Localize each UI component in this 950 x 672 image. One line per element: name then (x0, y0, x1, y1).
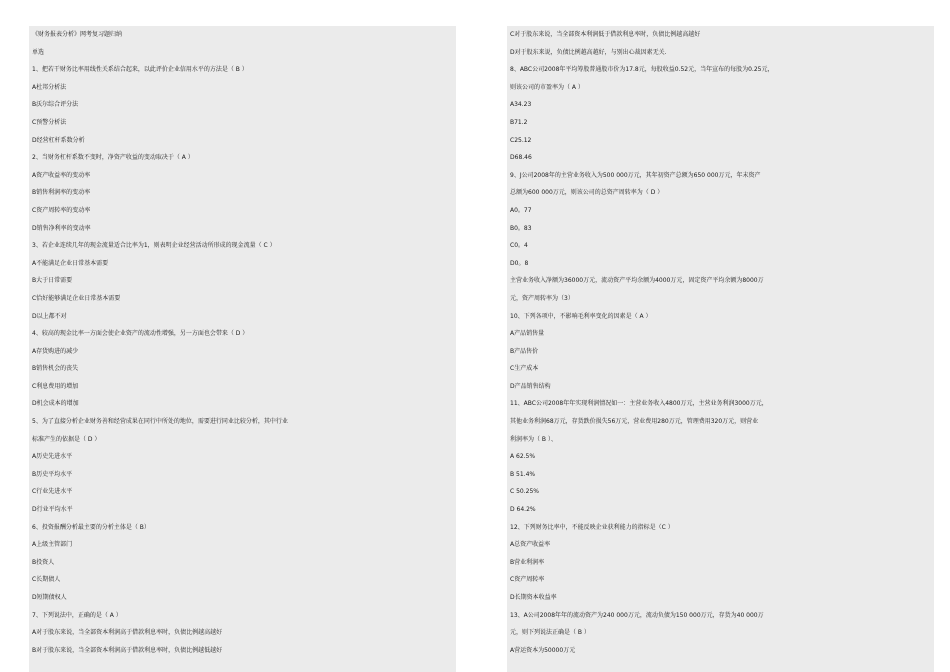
left-page-text-line: 4、较高的现金比率一方面会使企业资产的流动性增强，另一方面也会带来（ D ） (32, 330, 249, 338)
left-page-text-line: D机会成本的增加 (32, 400, 79, 408)
left-page-text-line: D行业平均水平 (32, 506, 73, 514)
left-page-text-line: B投资人 (32, 558, 55, 566)
right-page-text-line: A 62.5% (510, 453, 536, 461)
left-page-text-line: 1、把若干财务比率用线性关系结合起来，以此评价企业信用水平的方法是（ B ） (32, 66, 248, 74)
right-page-text-line: 则该公司的市盈率为（ A ） (510, 83, 584, 91)
left-page-text-line: C恰好能够满足企业日常基本需要 (32, 294, 121, 302)
right-page-text-line: D0。8 (510, 259, 529, 267)
right-page-text-line: 10、下列各项中，不影响毛利率变化的因素是（ A ） (510, 312, 652, 320)
right-page-text-line: C资产周转率 (510, 576, 545, 584)
right-page-text-line: D 64.2% (510, 506, 536, 514)
left-page-text-line: B对于股东来说，当全部资本利润高于借款利息率时，负债比例越低越好 (32, 646, 223, 654)
right-page-text-line: B 51.4% (510, 470, 536, 478)
left-page-text-line: 2、当财务杠杆系数不变时，净资产收益的变动取决于（ A ） (32, 154, 194, 162)
left-page-text-line: A杜邦分析法 (32, 83, 67, 91)
left-page-text-line: D以上都不对 (32, 312, 67, 320)
right-page-text-line: 利润率为（ B ）、 (510, 435, 557, 443)
left-page-text-line: A资产收益率的变动率 (32, 171, 91, 179)
right-page-text-line: A产品销售量 (510, 330, 545, 338)
right-page-text-line: 总额为600 000万元，则该公司的总资产周转率为（ D ） (510, 189, 664, 197)
left-page-text-line: B销售利润率的变动率 (32, 189, 91, 197)
left-page-text-line: D短期债权人 (32, 594, 67, 601)
right-page-text-line: 元，则下列说法正确是（ B ） (510, 629, 590, 637)
left-page-text-line: C行业先进水平 (32, 488, 73, 496)
left-page-text-line: C预警分析法 (32, 118, 67, 126)
right-page-text-line: C对于股东来说，当全部资本利润低于借款利息率时，负债比例越高越好 (510, 31, 701, 38)
left-page-text-line: C长期债人 (32, 576, 61, 584)
left-page-text-line: A不能满足企业日常基本需要 (32, 259, 109, 267)
right-page-text-line: 8、ABC公司2008年平均筹股普通股市价为17.8元，每股收益0.52元，当年宣布的每股为0.25元， (510, 66, 774, 74)
left-page-text-line: 《财务报表分析》网考复习题归纳 (32, 31, 123, 38)
left-page-text-line: B大于日常需要 (32, 277, 73, 285)
right-page-text-line: B营业利润率 (510, 558, 545, 566)
right-page-text-line: B产品售价 (510, 347, 539, 355)
right-page-text-line: 12、下列财务比率中，不能反映企业获利能力的指标是（C ） (510, 523, 674, 531)
right-page-text-line: C0。4 (510, 242, 528, 250)
left-page-text-line: B销售机会的丧失 (32, 365, 79, 373)
left-page-text-line: B历史平均水平 (32, 470, 73, 478)
left-page-text-line: 6、投资报酬分析最主要的分析主体是（ B） (32, 523, 150, 531)
right-page-text-line: 13、A公司2008年年的流动资产为240 000万元，流动负债为150 000万元，存货为40 000万 (510, 611, 764, 619)
left-page-text-line: D销售净利率的变动率 (32, 224, 91, 232)
right-page-text-line: C生产成本 (510, 365, 539, 373)
left-page-text-line: 5、为了直接分析企业财务善和经营成果在同行中所处的地位，需要进行同业比较分析，其中行业 (32, 418, 288, 426)
right-page-text-line: D68.46 (510, 154, 532, 162)
right-page-text-line: 其他业务利润68万元，存货跌价损失56万元，营业费用280万元，管理费用320万元，则营业 (510, 418, 759, 426)
left-page-text-line: D经营杠杆系数分析 (32, 136, 85, 144)
right-page-text-line: 11、ABC公司2008年年实现利润情况如一：主营业务收入4800万元，主营业务利润3000万元， (510, 400, 768, 408)
right-page-text-line: D产品销售结构 (510, 382, 551, 390)
right-page-text-line: A34.23 (510, 101, 532, 109)
right-page-text-line: A营运资本为50000万元 (510, 646, 576, 654)
left-page-text-line: B沃尔综合评分法 (32, 101, 79, 109)
left-page-text-line: C资产周转率的变动率 (32, 206, 91, 214)
right-page-text-line: A总资产收益率 (510, 541, 551, 549)
right-page-text-line: 9、J公司2008年的主营业务收入为500 000万元，其年初资产总额为650 000万元，年末资产 (510, 171, 761, 179)
left-page-text-line: A上级主管部门 (32, 541, 73, 549)
right-page-text-line: B0。83 (510, 224, 532, 232)
right-page (507, 26, 934, 672)
left-page-text-line: 单选 (32, 48, 45, 56)
left-page-text-line: 3、若企业连续几年的现金流量适合比率为1，则表明企业经营活动所形成的现金流量（ C ） (32, 242, 276, 250)
right-page-text-line: 元，资产周转率为（3） (510, 294, 574, 302)
left-page-text-line: C利息费用的增加 (32, 382, 79, 390)
right-page-text-line: D对于股东来说，负债比例越高越好，与别出心裁因素无关. (510, 48, 667, 56)
left-page-text-line: 标准产生的依据是（ D ） (32, 435, 101, 443)
right-page-text-line: D长期资本收益率 (510, 594, 557, 601)
left-page-text-line: A历史先进水平 (32, 453, 73, 461)
right-page-text-line: C25.12 (510, 136, 532, 144)
right-page-text-line: 主营业务收入净额为36000万元，流动资产平均余额为4000万元，固定资产平均余额为8000万 (510, 277, 764, 285)
left-page-text-line: A存货购进的减少 (32, 347, 79, 355)
left-page-text-line: 7、下列说法中，正确的是（ A ） (32, 611, 122, 619)
left-page-text-line: A对于股东来说，当全部资本利润高于借款利息率时，负债比例越高越好 (32, 629, 223, 637)
left-page (29, 26, 456, 672)
right-page-text-line: C 50.25% (510, 488, 539, 496)
right-page-text-line: A0。77 (510, 206, 532, 214)
right-page-text-line: B71.2 (510, 118, 528, 126)
